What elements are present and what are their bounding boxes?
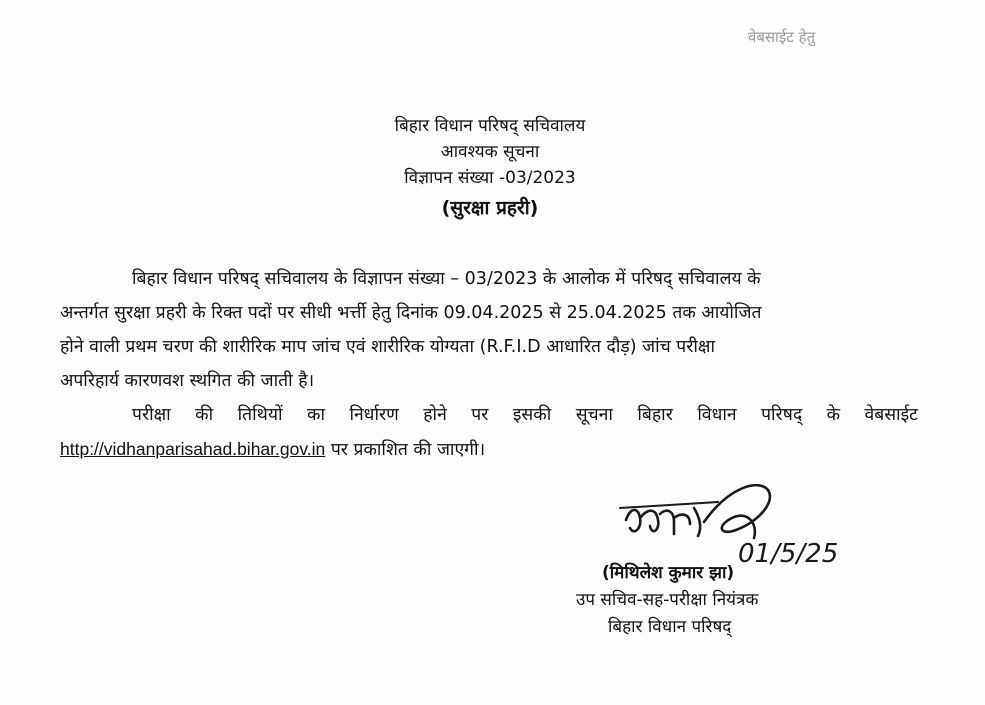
signature-flourish <box>704 485 770 538</box>
signature-underline <box>620 502 718 508</box>
paragraph-line <box>60 432 918 467</box>
paragraph-line: अन्तर्गत सुरक्षा प्रहरी के रिक्त पदों पर सीधी भर्त्ती हेतु दिनांक 09.04.2025 से 25.04.2025 तक आयोजित <box>60 303 762 323</box>
website-link[interactable]: http://vidhanparisahad.bihar.gov.in <box>60 439 326 459</box>
paragraph-line: होने वाली प्रथम चरण की शारीरिक माप जांच एवं शारीरिक योग्यता (R.F.I.D आधारित दौड़) जांच परीक्षा <box>60 337 716 357</box>
paragraph-line: अपरिहार्य कारणवश स्थगित की जाती है। <box>60 371 315 391</box>
signature-date: 01/5/25 <box>738 539 839 569</box>
advertisement-number: विज्ञापन संख्या -03/2023 <box>404 168 576 188</box>
office-title: बिहार विधान परिषद् सचिवालय <box>394 116 586 136</box>
notice-type: आवश्यक सूचना <box>440 142 540 162</box>
paragraph-website-info <box>60 398 918 467</box>
signatory-designation: उप सचिव-सह-परीक्षा नियंत्रक <box>576 590 759 610</box>
signatory-name: (मिथिलेश कुमार झा) <box>602 563 735 583</box>
notice-body <box>60 262 918 467</box>
notice-heading <box>300 113 680 221</box>
paragraph-line: परीक्षा की तिथियों का निर्धारण होने पर इसकी सूचना बिहार विधान परिषद् के वेबसाईट <box>132 405 918 425</box>
paragraph-line: बिहार विधान परिषद् सचिवालय के विज्ञापन संख्या – 03/2023 के आलोक में परिषद् सचिवालय के <box>132 269 761 289</box>
post-name: (सुरक्षा प्रहरी) <box>441 197 539 219</box>
website-note: वेबसाईट हेतु <box>748 28 816 46</box>
paragraph-line-suffix: पर प्रकाशित की जाएगी। <box>325 440 486 460</box>
paragraph-postponement <box>60 262 918 398</box>
signatory-office: बिहार विधान परिषद् <box>608 617 732 637</box>
signatory-block <box>560 560 850 641</box>
signature-stroke <box>626 508 700 536</box>
